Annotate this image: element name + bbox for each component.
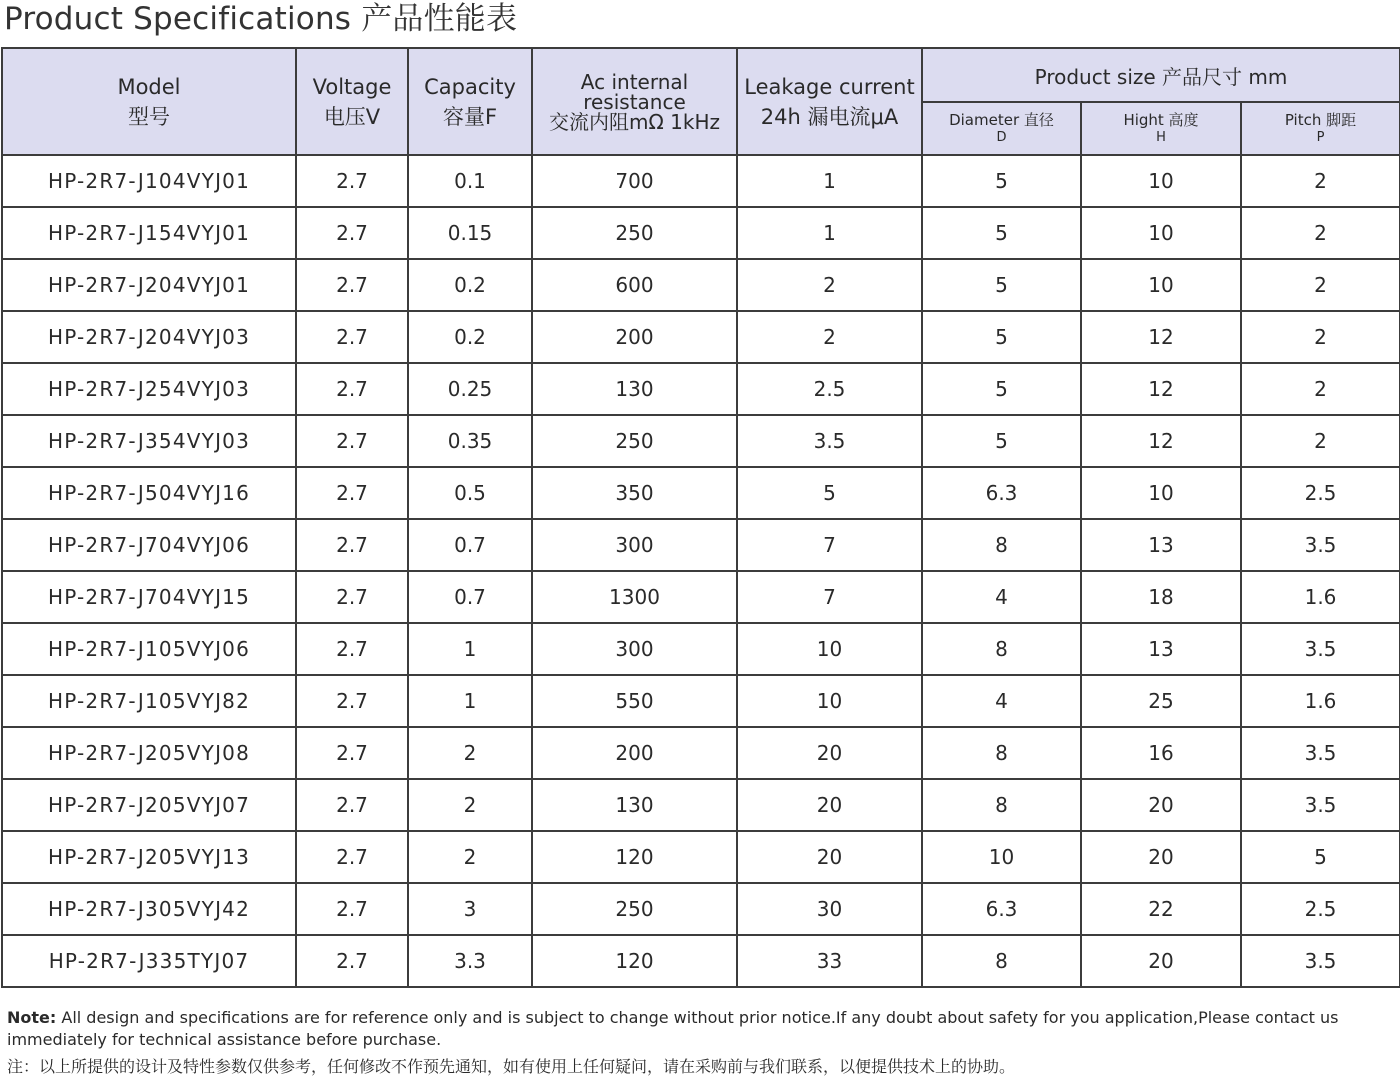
table-row <box>2 779 1400 831</box>
cell-voltage: 2.7 <box>296 155 408 207</box>
cell-leakage: 2.5 <box>737 363 922 415</box>
cell-voltage: 2.7 <box>296 207 408 259</box>
cell-height: 12 <box>1081 415 1241 467</box>
table-row <box>2 259 1400 311</box>
cell-diameter: 5 <box>922 415 1081 467</box>
cell-height: 13 <box>1081 623 1241 675</box>
header-capacity-cn: 容量F <box>442 104 498 129</box>
cell-capacity: 0.35 <box>408 415 532 467</box>
cell-pitch: 2.5 <box>1241 883 1400 935</box>
cell-diameter: 5 <box>922 259 1081 311</box>
cell-model: HP-2R7-J205VYJ08 <box>2 727 296 779</box>
table-row <box>2 935 1400 987</box>
cell-diameter: 10 <box>922 831 1081 883</box>
cell-diameter: 8 <box>922 519 1081 571</box>
cell-height: 20 <box>1081 831 1241 883</box>
table-row <box>2 311 1400 363</box>
cell-leakage: 20 <box>737 779 922 831</box>
cell-model: HP-2R7-J354VYJ03 <box>2 415 296 467</box>
cell-voltage: 2.7 <box>296 935 408 987</box>
cell-voltage: 2.7 <box>296 571 408 623</box>
header-product-size: Product size 产品尺寸 mm <box>922 48 1400 102</box>
cell-ac-resistance: 200 <box>532 727 737 779</box>
cell-leakage: 7 <box>737 571 922 623</box>
cell-pitch: 2 <box>1241 311 1400 363</box>
cell-diameter: 5 <box>922 207 1081 259</box>
header-voltage-en: Voltage <box>312 74 392 99</box>
cell-voltage: 2.7 <box>296 519 408 571</box>
cell-leakage: 2 <box>737 259 922 311</box>
cell-voltage: 2.7 <box>296 883 408 935</box>
spec-table <box>1 47 1400 988</box>
header-pitch-letter: P <box>1316 129 1325 145</box>
header-voltage <box>296 48 408 155</box>
header-ac-resistance <box>532 48 737 155</box>
cell-height: 10 <box>1081 207 1241 259</box>
cell-height: 20 <box>1081 779 1241 831</box>
header-leakage-en: Leakage current <box>744 74 915 99</box>
cell-diameter: 6.3 <box>922 467 1081 519</box>
table-row <box>2 363 1400 415</box>
cell-pitch: 1.6 <box>1241 571 1400 623</box>
cell-diameter: 8 <box>922 779 1081 831</box>
cell-diameter: 6.3 <box>922 883 1081 935</box>
table-row <box>2 623 1400 675</box>
cell-diameter: 4 <box>922 571 1081 623</box>
cell-capacity: 0.7 <box>408 519 532 571</box>
cell-ac-resistance: 250 <box>532 207 737 259</box>
cell-capacity: 2 <box>408 779 532 831</box>
page-title: Product Specifications 产品性能表 <box>4 1 518 37</box>
cell-leakage: 33 <box>737 935 922 987</box>
cell-voltage: 2.7 <box>296 623 408 675</box>
header-model-en: Model <box>117 74 181 99</box>
cell-capacity: 1 <box>408 623 532 675</box>
cell-pitch: 2 <box>1241 415 1400 467</box>
header-model <box>2 48 296 155</box>
cell-pitch: 2 <box>1241 155 1400 207</box>
header-pitch <box>1241 102 1400 155</box>
cell-capacity: 1 <box>408 675 532 727</box>
cell-pitch: 3.5 <box>1241 779 1400 831</box>
cell-leakage: 1 <box>737 155 922 207</box>
cell-model: HP-2R7-J335TYJ07 <box>2 935 296 987</box>
table-row <box>2 571 1400 623</box>
cell-model: HP-2R7-J154VYJ01 <box>2 207 296 259</box>
cell-pitch: 1.6 <box>1241 675 1400 727</box>
header-height-letter: H <box>1156 129 1166 145</box>
cell-voltage: 2.7 <box>296 467 408 519</box>
cell-capacity: 0.7 <box>408 571 532 623</box>
cell-leakage: 10 <box>737 623 922 675</box>
cell-diameter: 8 <box>922 727 1081 779</box>
cell-model: HP-2R7-J205VYJ13 <box>2 831 296 883</box>
header-diameter <box>922 102 1081 155</box>
header-capacity <box>408 48 532 155</box>
cell-leakage: 3.5 <box>737 415 922 467</box>
cell-model: HP-2R7-J105VYJ82 <box>2 675 296 727</box>
header-capacity-en: Capacity <box>424 74 516 99</box>
table-row <box>2 155 1400 207</box>
cell-model: HP-2R7-J105VYJ06 <box>2 623 296 675</box>
cell-capacity: 0.2 <box>408 259 532 311</box>
cell-capacity: 0.25 <box>408 363 532 415</box>
cell-height: 10 <box>1081 467 1241 519</box>
table-row <box>2 727 1400 779</box>
spec-table-body <box>2 155 1400 987</box>
header-ac-line2: resistance <box>583 89 686 114</box>
cell-diameter: 5 <box>922 311 1081 363</box>
cell-pitch: 2 <box>1241 259 1400 311</box>
cell-height: 16 <box>1081 727 1241 779</box>
table-row <box>2 415 1400 467</box>
header-leakage-cn: 24h 漏电流μA <box>760 104 899 129</box>
cell-pitch: 3.5 <box>1241 519 1400 571</box>
table-row <box>2 467 1400 519</box>
cell-model: HP-2R7-J504VYJ16 <box>2 467 296 519</box>
cell-voltage: 2.7 <box>296 675 408 727</box>
cell-model: HP-2R7-J305VYJ42 <box>2 883 296 935</box>
cell-pitch: 2.5 <box>1241 467 1400 519</box>
header-ac-line3: 交流内阻mΩ 1kHz <box>549 109 720 134</box>
cell-voltage: 2.7 <box>296 727 408 779</box>
cell-diameter: 4 <box>922 675 1081 727</box>
header-model-cn: 型号 <box>128 104 170 129</box>
cell-pitch: 3.5 <box>1241 623 1400 675</box>
cell-height: 20 <box>1081 935 1241 987</box>
cell-model: HP-2R7-J254VYJ03 <box>2 363 296 415</box>
cell-leakage: 1 <box>737 207 922 259</box>
cell-voltage: 2.7 <box>296 311 408 363</box>
cell-model: HP-2R7-J704VYJ15 <box>2 571 296 623</box>
table-row <box>2 519 1400 571</box>
cell-model: HP-2R7-J204VYJ03 <box>2 311 296 363</box>
header-height-label: Hight 高度 <box>1123 110 1199 129</box>
cell-voltage: 2.7 <box>296 259 408 311</box>
cell-capacity: 0.1 <box>408 155 532 207</box>
cell-pitch: 2 <box>1241 207 1400 259</box>
cell-capacity: 0.2 <box>408 311 532 363</box>
cell-leakage: 30 <box>737 883 922 935</box>
cell-leakage: 10 <box>737 675 922 727</box>
cell-height: 22 <box>1081 883 1241 935</box>
note-label: Note: <box>7 1008 57 1027</box>
header-voltage-cn: 电压V <box>323 104 381 129</box>
cell-capacity: 0.5 <box>408 467 532 519</box>
cell-voltage: 2.7 <box>296 779 408 831</box>
cell-height: 13 <box>1081 519 1241 571</box>
cell-leakage: 20 <box>737 831 922 883</box>
cell-capacity: 2 <box>408 831 532 883</box>
cell-height: 12 <box>1081 311 1241 363</box>
cell-pitch: 3.5 <box>1241 935 1400 987</box>
cell-pitch: 5 <box>1241 831 1400 883</box>
table-row <box>2 831 1400 883</box>
header-leakage <box>737 48 922 155</box>
table-row <box>2 883 1400 935</box>
cell-ac-resistance: 120 <box>532 935 737 987</box>
cell-height: 10 <box>1081 259 1241 311</box>
note-text-en: All design and specifications are for reference only and is subject to change without prior notice.If any doubt about safety for you application,Please contact us immediately for technical assistance before purchase. <box>7 1008 1339 1049</box>
cell-ac-resistance: 350 <box>532 467 737 519</box>
cell-capacity: 2 <box>408 727 532 779</box>
cell-ac-resistance: 130 <box>532 363 737 415</box>
cell-capacity: 3 <box>408 883 532 935</box>
cell-model: HP-2R7-J704VYJ06 <box>2 519 296 571</box>
header-diameter-label: Diameter 直径 <box>949 110 1054 129</box>
cell-height: 18 <box>1081 571 1241 623</box>
cell-pitch: 3.5 <box>1241 727 1400 779</box>
cell-leakage: 2 <box>737 311 922 363</box>
cell-ac-resistance: 250 <box>532 883 737 935</box>
cell-leakage: 5 <box>737 467 922 519</box>
cell-capacity: 0.15 <box>408 207 532 259</box>
table-row <box>2 207 1400 259</box>
cell-ac-resistance: 600 <box>532 259 737 311</box>
cell-leakage: 7 <box>737 519 922 571</box>
cell-ac-resistance: 250 <box>532 415 737 467</box>
header-diameter-letter: D <box>996 129 1007 145</box>
table-row <box>2 675 1400 727</box>
cell-ac-resistance: 1300 <box>532 571 737 623</box>
note-en <box>7 1007 1392 1051</box>
cell-diameter: 5 <box>922 363 1081 415</box>
cell-ac-resistance: 300 <box>532 519 737 571</box>
cell-height: 12 <box>1081 363 1241 415</box>
cell-height: 25 <box>1081 675 1241 727</box>
cell-voltage: 2.7 <box>296 415 408 467</box>
cell-model: HP-2R7-J104VYJ01 <box>2 155 296 207</box>
cell-voltage: 2.7 <box>296 363 408 415</box>
cell-diameter: 8 <box>922 935 1081 987</box>
cell-voltage: 2.7 <box>296 831 408 883</box>
cell-ac-resistance: 700 <box>532 155 737 207</box>
cell-model: HP-2R7-J204VYJ01 <box>2 259 296 311</box>
cell-ac-resistance: 200 <box>532 311 737 363</box>
cell-ac-resistance: 130 <box>532 779 737 831</box>
header-pitch-label: Pitch 脚距 <box>1284 110 1357 129</box>
cell-height: 10 <box>1081 155 1241 207</box>
cell-model: HP-2R7-J205VYJ07 <box>2 779 296 831</box>
cell-ac-resistance: 300 <box>532 623 737 675</box>
cell-leakage: 20 <box>737 727 922 779</box>
header-height <box>1081 102 1241 155</box>
header-ac-line1: Ac internal <box>580 69 689 94</box>
cell-ac-resistance: 550 <box>532 675 737 727</box>
cell-pitch: 2 <box>1241 363 1400 415</box>
cell-capacity: 3.3 <box>408 935 532 987</box>
cell-diameter: 8 <box>922 623 1081 675</box>
note-cn: 注：以上所提供的设计及特性参数仅供参考，任何修改不作预先通知，如有使用上任何疑问，请在采购前与我们联系，以便提供技术上的协助。 <box>7 1057 1016 1076</box>
cell-diameter: 5 <box>922 155 1081 207</box>
cell-ac-resistance: 120 <box>532 831 737 883</box>
